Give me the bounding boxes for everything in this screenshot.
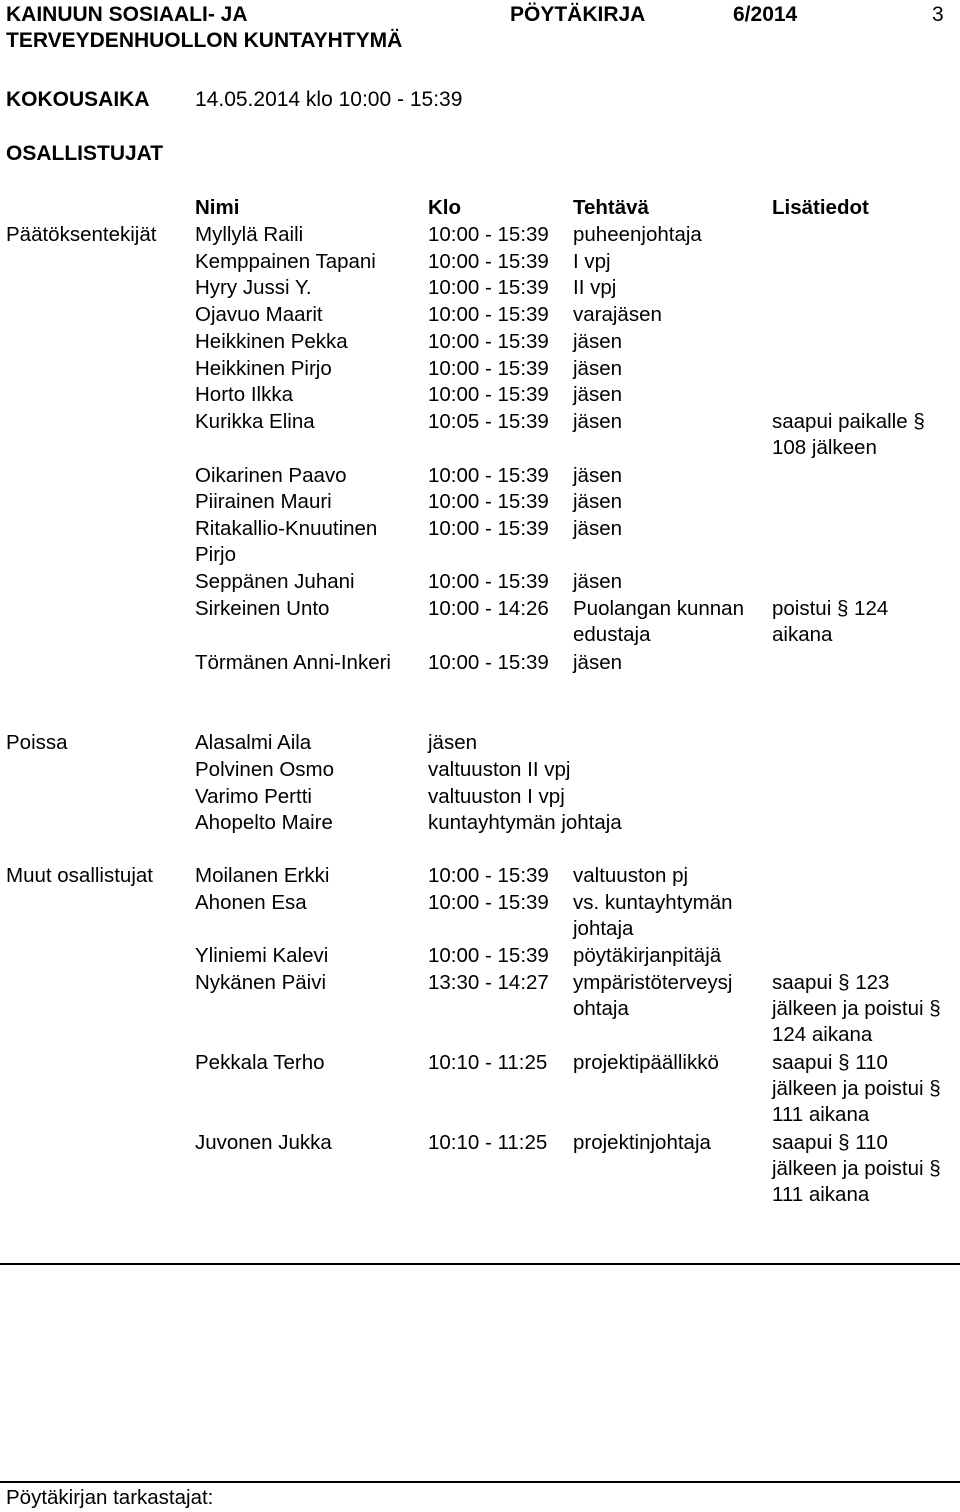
absent-role: jäsen <box>428 731 478 754</box>
participant-time: 10:00 - 15:39 <box>428 223 549 246</box>
column-header-task: Tehtävä <box>573 196 649 219</box>
participant-time: 10:05 - 15:39 <box>428 410 549 433</box>
participant-name: Nykänen Päivi <box>195 971 327 994</box>
participant-note: poistui § 124 aikana <box>772 597 889 646</box>
participant-time: 10:00 - 15:39 <box>428 303 549 326</box>
participant-name: Ritakallio-Knuutinen Pirjo <box>195 517 378 566</box>
participant-role: pöytäkirjanpitäjä <box>573 944 722 967</box>
participant-name: Piirainen Mauri <box>195 490 332 513</box>
meeting-time-value: 14.05.2014 klo 10:00 - 15:39 <box>195 88 463 111</box>
participant-role: jäsen <box>573 570 623 593</box>
participant-name: Kurikka Elina <box>195 410 315 433</box>
participant-note: saapui § 123 jälkeen ja poistui § 124 aikana <box>772 971 941 1046</box>
absent-name: Ahopelto Maire <box>195 811 333 834</box>
participant-time: 10:00 - 15:39 <box>428 357 549 380</box>
column-header-name: Nimi <box>195 196 240 219</box>
participant-time: 10:00 - 15:39 <box>428 330 549 353</box>
participant-role: projektinjohtaja <box>573 1131 711 1154</box>
participant-name: Juvonen Jukka <box>195 1131 332 1154</box>
section-label-decision-makers: Päätöksentekijät <box>6 223 157 246</box>
participant-name: Ojavuo Maarit <box>195 303 323 326</box>
participant-role: I vpj <box>573 250 611 273</box>
participants-heading: OSALLISTUJAT <box>6 142 164 165</box>
participant-time: 13:30 - 14:27 <box>428 971 549 994</box>
participant-role: puheenjohtaja <box>573 223 702 246</box>
participant-time: 10:10 - 11:25 <box>428 1131 548 1154</box>
page-number: 3 <box>932 3 944 26</box>
participant-note: saapui § 110 jälkeen ja poistui § 111 aikana <box>772 1131 941 1206</box>
column-header-info: Lisätiedot <box>772 196 869 219</box>
participant-name: Kemppainen Tapani <box>195 250 376 273</box>
participant-time: 10:00 - 15:39 <box>428 864 549 887</box>
participant-role: jäsen <box>573 357 623 380</box>
participant-time: 10:10 - 11:25 <box>428 1051 548 1074</box>
participant-note: saapui § 110 jälkeen ja poistui § 111 aikana <box>772 1051 941 1126</box>
absent-role: kuntayhtymän johtaja <box>428 811 622 834</box>
participant-name: Ahonen Esa <box>195 891 307 914</box>
participant-time: 10:00 - 15:39 <box>428 944 549 967</box>
absent-role: valtuuston II vpj <box>428 758 571 781</box>
reviewers-label: Pöytäkirjan tarkastajat: <box>6 1486 214 1509</box>
participant-time: 10:00 - 15:39 <box>428 276 549 299</box>
participant-role: ympäristöterveysj ohtaja <box>573 971 733 1020</box>
absent-name: Polvinen Osmo <box>195 758 335 781</box>
participant-role: jäsen <box>573 410 623 433</box>
meeting-time-label: KOKOUSAIKA <box>6 88 150 111</box>
participant-time: 10:00 - 15:39 <box>428 517 549 540</box>
absent-role: valtuuston I vpj <box>428 785 565 808</box>
participant-name: Heikkinen Pirjo <box>195 357 332 380</box>
participant-role: projektipäällikkö <box>573 1051 719 1074</box>
participant-role: jäsen <box>573 383 623 406</box>
participant-name: Pekkala Terho <box>195 1051 325 1074</box>
section-label-absent: Poissa <box>6 731 68 754</box>
participant-role: jäsen <box>573 330 623 353</box>
participant-time: 10:00 - 15:39 <box>428 651 549 674</box>
participant-role: II vpj <box>573 276 617 299</box>
divider <box>0 1263 960 1265</box>
section-label-other-participants: Muut osallistujat <box>6 864 153 887</box>
participant-name: Oikarinen Paavo <box>195 464 347 487</box>
participant-time: 10:00 - 15:39 <box>428 891 549 914</box>
participant-role: varajäsen <box>573 303 662 326</box>
participant-role: jäsen <box>573 464 623 487</box>
absent-name: Alasalmi Aila <box>195 731 312 754</box>
participant-name: Yliniemi Kalevi <box>195 944 329 967</box>
participant-name: Seppänen Juhani <box>195 570 355 593</box>
participant-name: Horto Ilkka <box>195 383 293 406</box>
participant-role: jäsen <box>573 517 623 540</box>
participant-role: valtuuston pj <box>573 864 689 887</box>
participant-time: 10:00 - 15:39 <box>428 490 549 513</box>
org-name-line1: KAINUUN SOSIAALI- JA <box>6 3 248 26</box>
participant-name: Törmänen Anni-Inkeri <box>195 651 391 674</box>
participant-role: Puolangan kunnan edustaja <box>573 597 744 646</box>
org-name-line2: TERVEYDENHUOLLON KUNTAYHTYMÄ <box>6 29 403 52</box>
participant-time: 10:00 - 15:39 <box>428 570 549 593</box>
divider <box>0 1481 960 1483</box>
participant-note: saapui paikalle § 108 jälkeen <box>772 410 925 459</box>
absent-name: Varimo Pertti <box>195 785 312 808</box>
participant-name: Sirkeinen Unto <box>195 597 330 620</box>
doc-type: PÖYTÄKIRJA <box>510 3 646 26</box>
participant-time: 10:00 - 15:39 <box>428 250 549 273</box>
participant-role: jäsen <box>573 490 623 513</box>
participant-name: Heikkinen Pekka <box>195 330 348 353</box>
participant-time: 10:00 - 14:26 <box>428 597 549 620</box>
participant-time: 10:00 - 15:39 <box>428 383 549 406</box>
participant-name: Hyry Jussi Y. <box>195 276 312 299</box>
participant-name: Moilanen Erkki <box>195 864 330 887</box>
participant-name: Myllylä Raili <box>195 223 304 246</box>
participant-role: jäsen <box>573 651 623 674</box>
participant-time: 10:00 - 15:39 <box>428 464 549 487</box>
participant-role: vs. kuntayhtymän johtaja <box>573 891 733 940</box>
column-header-klo: Klo <box>428 196 462 219</box>
doc-number: 6/2014 <box>733 3 798 26</box>
